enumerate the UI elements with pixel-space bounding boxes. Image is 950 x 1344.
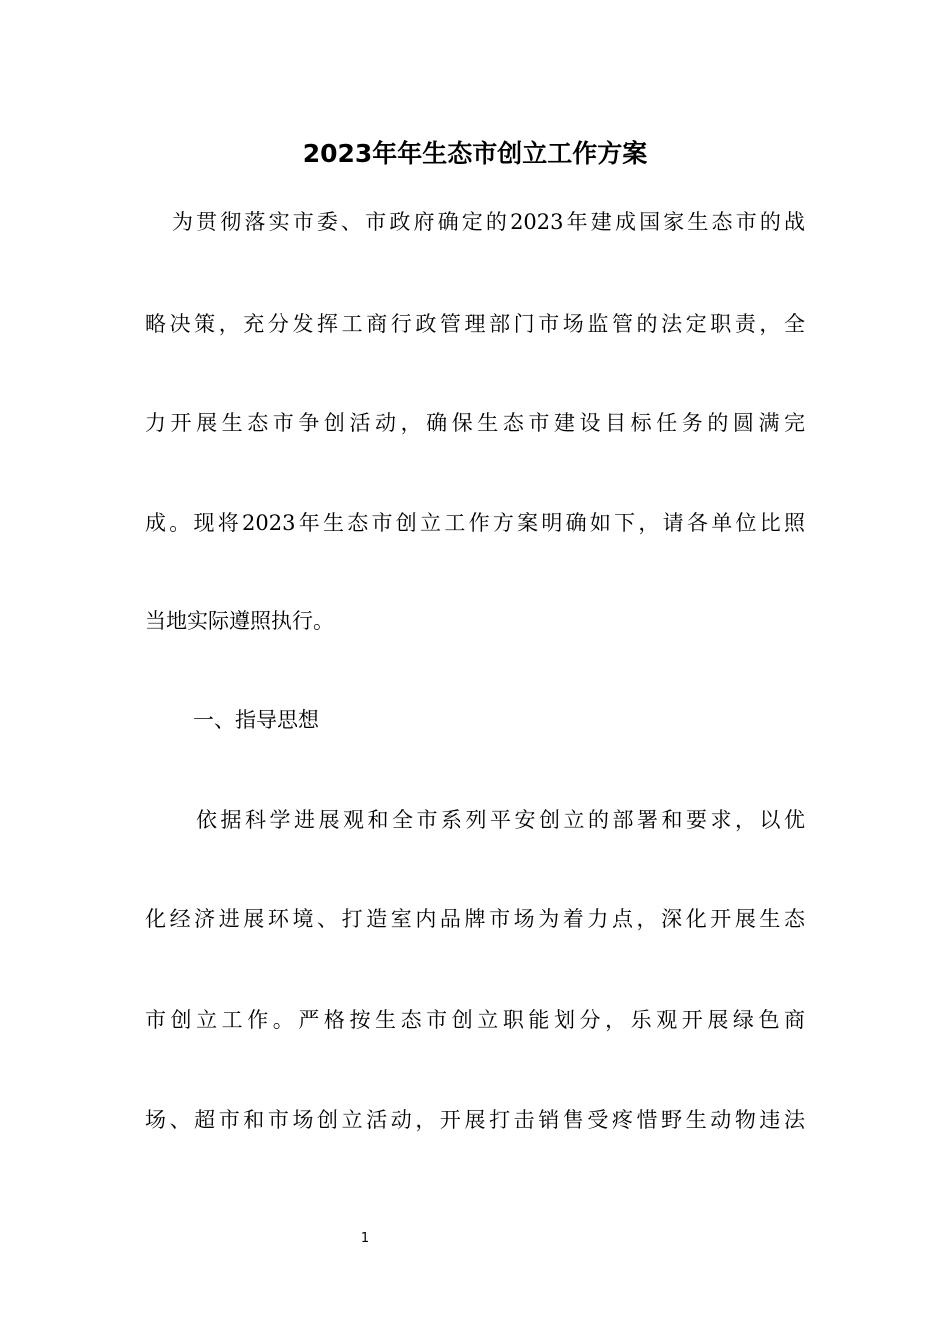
paragraph-line: 化经济进展环境、打造室内品牌市场为着力点，深化开展生态 xyxy=(145,907,805,931)
paragraph-line: 力开展生态市争创活动，确保生态市建设目标任务的圆满完 xyxy=(145,411,805,435)
section-heading: 一、指导思想 xyxy=(193,708,319,732)
paragraph-line: 市创立工作。严格按生态市创立职能划分，乐观开展绿色商 xyxy=(145,1008,805,1032)
document-title: 2023年年生态市创立工作方案 xyxy=(302,139,648,168)
paragraph-line: 略决策，充分发挥工商行政管理部门市场监管的法定职责，全 xyxy=(145,312,805,336)
paragraph-line: 当地实际遵照执行。 xyxy=(145,609,334,633)
page-number: 1 xyxy=(360,1231,370,1246)
paragraph-line: 依据科学进展观和全市系列平安创立的部署和要求，以优 xyxy=(196,808,805,832)
paragraph-line: 成。现将2023年生态市创立工作方案明确如下，请各单位比照 xyxy=(145,511,805,535)
paragraph-line: 为贯彻落实市委、市政府确定的2023年建成国家生态市的战 xyxy=(172,210,805,234)
paragraph-line: 场、超市和市场创立活动，开展打击销售受疼惜野生动物违法 xyxy=(145,1108,805,1132)
